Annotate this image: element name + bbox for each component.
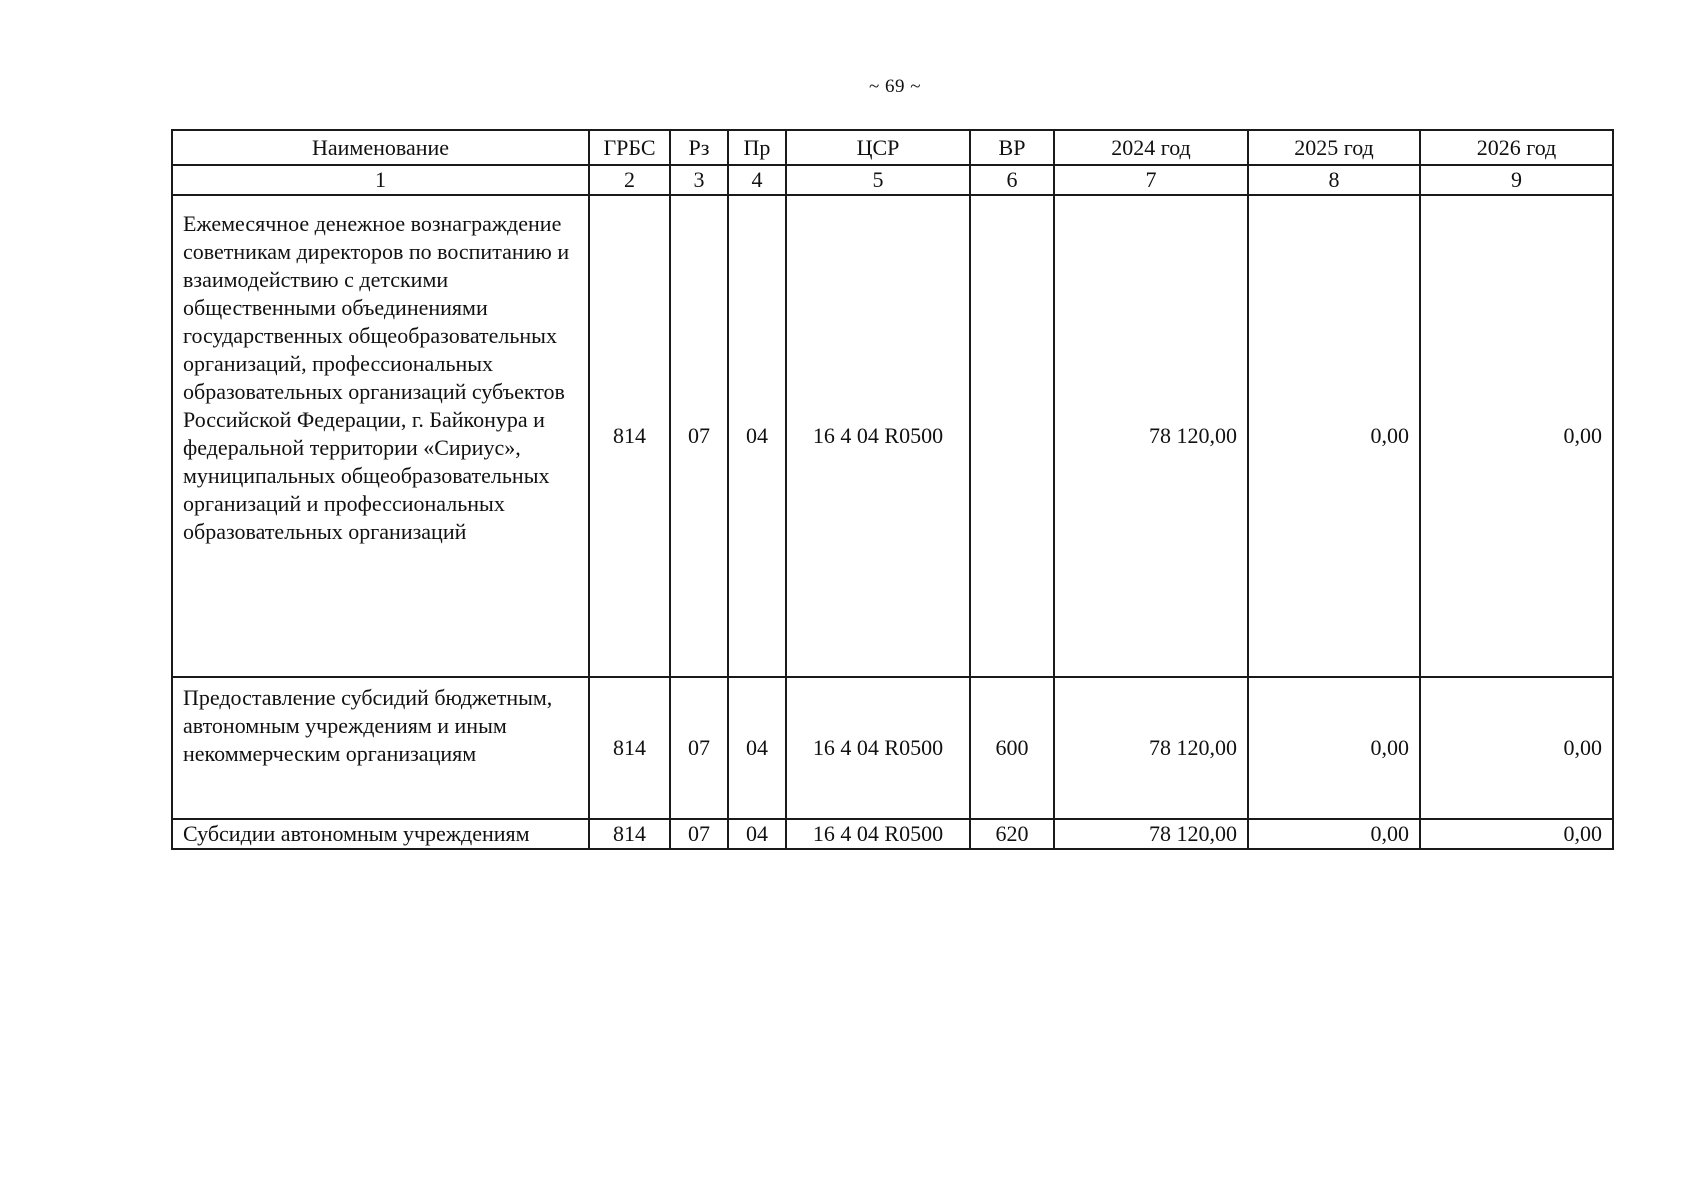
row-amount-2025: 0,00 [1248,195,1420,677]
header-2026: 2026 год [1420,130,1613,165]
header-pr: Пр [728,130,786,165]
row-pr: 04 [728,195,786,677]
row-amount-2026: 0,00 [1420,677,1613,819]
row-pr: 04 [728,677,786,819]
row-csr: 16 4 04 R0500 [786,195,970,677]
column-number: 6 [970,165,1054,195]
column-number: 3 [670,165,728,195]
table-row [172,677,1613,819]
header-2024: 2024 год [1054,130,1248,165]
row-name: Предоставление субсидий бюджетным, автономным учреждениям и иным некоммерческим организациям [172,677,589,819]
column-number: 8 [1248,165,1420,195]
row-csr: 16 4 04 R0500 [786,677,970,819]
row-amount-2024: 78 120,00 [1054,677,1248,819]
row-rz: 07 [670,819,728,849]
row-amount-2025: 0,00 [1248,677,1420,819]
row-grbs: 814 [589,677,670,819]
row-amount-2025: 0,00 [1248,819,1420,849]
table-row [172,195,1613,677]
header-rz: Рз [670,130,728,165]
column-number: 2 [589,165,670,195]
row-amount-2024: 78 120,00 [1054,195,1248,677]
column-number: 7 [1054,165,1248,195]
row-rz: 07 [670,195,728,677]
header-grbs: ГРБС [589,130,670,165]
column-number: 1 [172,165,589,195]
header-name: Наименование [172,130,589,165]
page-number: ~ 69 ~ [868,76,922,97]
row-vr [970,195,1054,677]
column-number-row [172,165,1613,195]
row-grbs: 814 [589,819,670,849]
row-name: Субсидии автономным учреждениям [172,819,589,849]
row-csr: 16 4 04 R0500 [786,819,970,849]
row-rz: 07 [670,677,728,819]
column-number: 5 [786,165,970,195]
column-number: 4 [728,165,786,195]
table-row [172,819,1613,849]
header-csr: ЦСР [786,130,970,165]
row-amount-2026: 0,00 [1420,195,1613,677]
header-vr: ВР [970,130,1054,165]
budget-table [171,129,1614,850]
row-vr: 600 [970,677,1054,819]
row-amount-2026: 0,00 [1420,819,1613,849]
header-row [172,130,1613,165]
row-amount-2024: 78 120,00 [1054,819,1248,849]
row-name: Ежемесячное денежное вознаграждение советникам директоров по воспитанию и взаимодействию с детскими общественными объединениями государственных общеобразовательных организаций, профессиональных образовательных организаций субъектов Российской Федерации, г. Байконура и федеральной территории «Сириус», муниципальных общеобразовательных организаций и профессиональных образовательных организаций [172,195,589,677]
row-grbs: 814 [589,195,670,677]
column-number: 9 [1420,165,1613,195]
row-vr: 620 [970,819,1054,849]
header-2025: 2025 год [1248,130,1420,165]
row-pr: 04 [728,819,786,849]
